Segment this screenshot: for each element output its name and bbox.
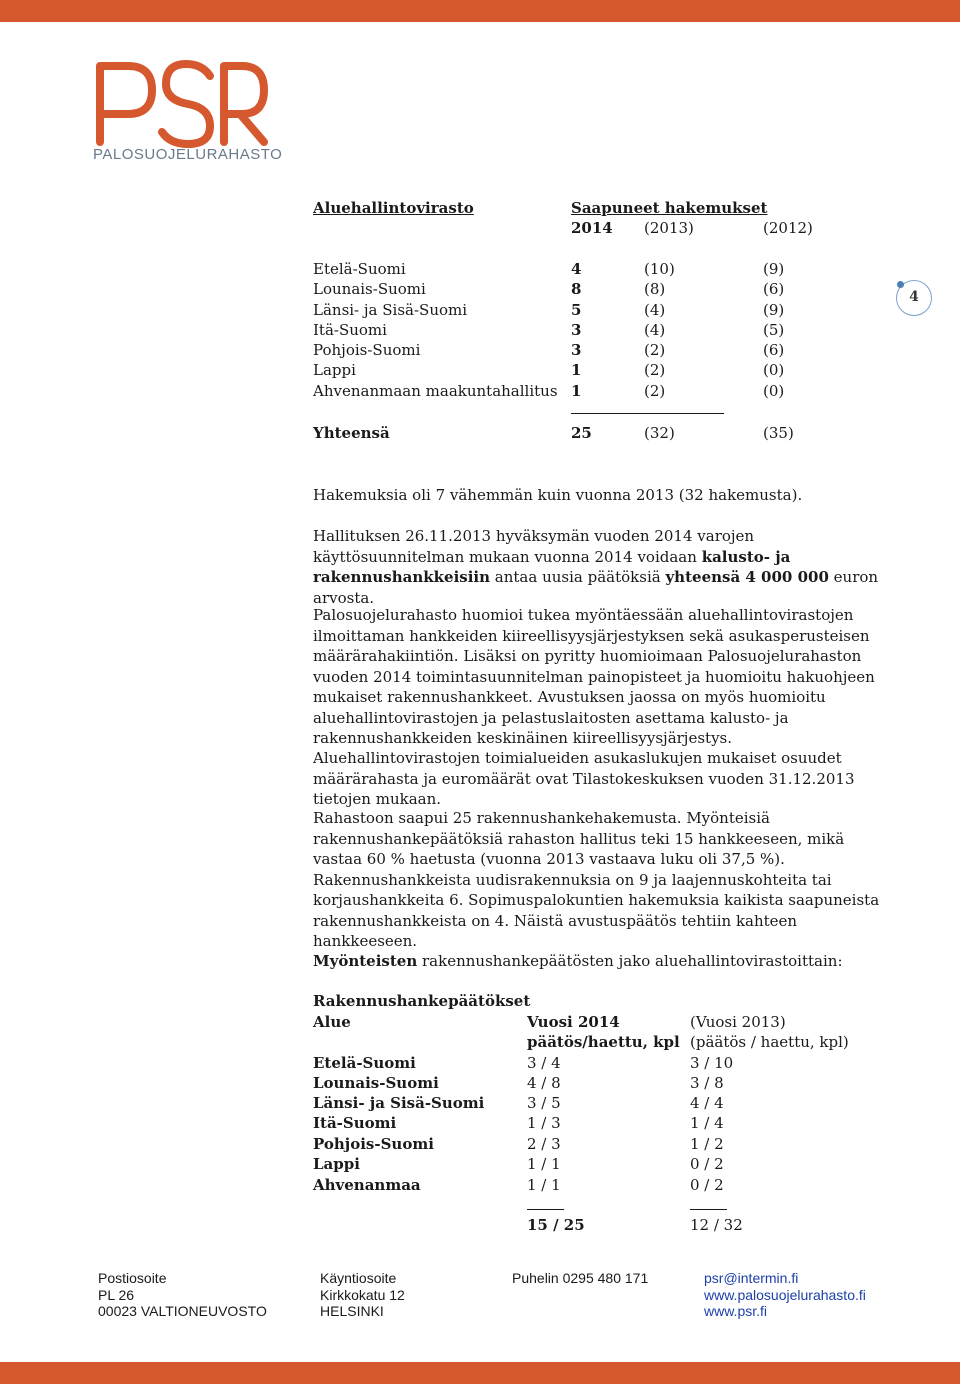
row-2013: (2)	[644, 361, 666, 379]
decisions-col-2013: (Vuosi 2013)	[690, 1013, 786, 1031]
row-2012: (5)	[763, 321, 785, 339]
footer-visit-label: Käyntiosoite	[320, 1270, 397, 1286]
row-2014: 3	[571, 341, 582, 359]
budget-text-a: Hallituksen 26.11.2013 hyväksymän vuoden 2014 varojen käyttösuunnitelman mukaan vuonna 2014 voidaan	[313, 527, 755, 566]
decisions-col-2013-sub: (päätös / haettu, kpl)	[690, 1033, 849, 1051]
footer-postal	[98, 1270, 267, 1320]
page-badge-dot	[897, 281, 904, 288]
decisions-col-2014-sub: päätös/haettu, kpl	[527, 1033, 680, 1051]
row-2014: 1	[571, 382, 582, 400]
decision-2013: 4 / 4	[690, 1094, 724, 1112]
row-2012: (0)	[763, 361, 785, 379]
decision-region: Lounais-Suomi	[313, 1074, 439, 1092]
year-2014: 2014	[571, 219, 613, 237]
decision-region: Itä-Suomi	[313, 1114, 397, 1132]
footer-visit-line1: Kirkkokatu 12	[320, 1286, 405, 1303]
decision-region: Pohjois-Suomi	[313, 1135, 434, 1153]
decision-2013: 0 / 2	[690, 1176, 724, 1194]
decision-2013: 3 / 8	[690, 1074, 724, 1092]
footer-email-link[interactable]: psr@intermin.fi	[704, 1270, 799, 1286]
row-2013: (8)	[644, 280, 666, 298]
decisions-total-2014: 15 / 25	[527, 1216, 585, 1234]
top-brand-bar	[0, 0, 960, 22]
footer-visit-line2: HELSINKI	[320, 1303, 384, 1319]
total-2012: (35)	[763, 424, 794, 442]
row-2013: (10)	[644, 260, 675, 278]
row-2013: (4)	[644, 321, 666, 339]
total-label: Yhteensä	[313, 424, 390, 442]
decisions-col-region: Alue	[313, 1013, 351, 1031]
decisions-total-rule-2014	[527, 1209, 564, 1210]
decision-2014: 3 / 4	[527, 1054, 561, 1072]
row-2013: (2)	[644, 341, 666, 359]
footer-postal-line1: PL 26	[98, 1286, 135, 1303]
row-2012: (9)	[763, 301, 785, 319]
footer-web-link-2[interactable]: www.psr.fi	[704, 1303, 768, 1319]
total-2013: (32)	[644, 424, 675, 442]
budget-text-bold-2: yhteensä 4 000 000	[665, 568, 829, 586]
row-region: Lappi	[313, 361, 356, 379]
distribution-bold: Myönteisten	[313, 952, 418, 970]
decisions-col-2014: Vuosi 2014	[527, 1013, 620, 1031]
decision-2014: 1 / 1	[527, 1176, 561, 1194]
paragraph-fewer-applications: Hakemuksia oli 7 vähemmän kuin vuonna 2013 (32 hakemusta).	[313, 486, 803, 504]
paragraph-distribution-intro	[313, 951, 891, 972]
year-2012: (2012)	[763, 219, 813, 237]
footer-phone: Puhelin 0295 480 171	[512, 1270, 649, 1286]
decision-2013: 1 / 4	[690, 1114, 724, 1132]
footer-contact	[704, 1270, 866, 1320]
decision-2014: 2 / 3	[527, 1135, 561, 1153]
header-applications: Saapuneet hakemukset	[571, 199, 768, 217]
paragraph-population: Aluehallintovirastojen toimialueiden asukaslukujen mukaiset osuudet määrärahasta ja euromäärät ovat Tilastokeskuksen vuoden 31.12.2013 tietojen mukaan.	[313, 749, 855, 808]
budget-text-e: euron arvosta.	[313, 568, 879, 607]
row-2014: 4	[571, 260, 582, 278]
row-region: Pohjois-Suomi	[313, 341, 421, 359]
footer-web-link-1[interactable]: www.palosuojelurahasto.fi	[704, 1286, 866, 1303]
row-2012: (6)	[763, 341, 785, 359]
decision-region: Etelä-Suomi	[313, 1054, 416, 1072]
decision-region: Länsi- ja Sisä-Suomi	[313, 1094, 485, 1112]
decisions-title: Rakennushankepäätökset	[313, 992, 531, 1010]
row-2014: 1	[571, 361, 582, 379]
row-2012: (0)	[763, 382, 785, 400]
row-region: Ahvenanmaan maakuntahallitus	[313, 382, 558, 400]
bottom-brand-bar	[0, 1362, 960, 1384]
paragraph-budget	[313, 526, 891, 608]
row-2014: 5	[571, 301, 582, 319]
row-2012: (9)	[763, 260, 785, 278]
year-2013: (2013)	[644, 219, 694, 237]
row-2014: 8	[571, 280, 582, 298]
row-2013: (4)	[644, 301, 666, 319]
row-2014: 3	[571, 321, 582, 339]
budget-text-bold-1: kalusto- ja rakennushankkeisiin	[313, 547, 791, 586]
decision-2014: 1 / 3	[527, 1114, 561, 1132]
decision-2014: 4 / 8	[527, 1074, 561, 1092]
decision-2013: 1 / 2	[690, 1135, 724, 1153]
total-rule	[571, 413, 724, 414]
footer-visit	[320, 1270, 405, 1320]
row-region: Länsi- ja Sisä-Suomi	[313, 301, 468, 319]
budget-text-c: antaa uusia päätöksiä	[490, 568, 666, 586]
decision-2014: 1 / 1	[527, 1155, 561, 1173]
paragraph-construction: Rahastoon saapui 25 rakennushankehakemusta. Myönteisiä rakennushankepäätöksiä rahaston hallitus teki 15 hankkeeseen, mikä vastaa 60 % haetusta (vuonna 2013 vastaava luku oli 37,5 %). Rakennushankkeista uudisrakennuksia on 9 ja laajennuskohteita tai korjaushankkeita 6. Sopimuspalokuntien hakemuksia kaikista saapuneista rakennushankkeista on 4. Näistä avustuspäätös tehtiin kahteen hankkeeseen.	[313, 809, 880, 950]
logo-subtitle: PALOSUOJELURAHASTO	[93, 146, 283, 163]
header-region: Aluehallintovirasto	[313, 199, 474, 217]
total-2014: 25	[571, 424, 592, 442]
row-region: Lounais-Suomi	[313, 280, 426, 298]
row-region: Etelä-Suomi	[313, 260, 406, 278]
footer-postal-label: Postiosoite	[98, 1270, 167, 1286]
decisions-total-rule-2013	[690, 1209, 727, 1210]
decision-region: Ahvenanmaa	[313, 1176, 421, 1194]
decision-region: Lappi	[313, 1155, 360, 1173]
decision-2014: 3 / 5	[527, 1094, 561, 1112]
paragraph-priorities: Palosuojelurahasto huomioi tukea myöntäessään aluehallintovirastojen ilmoittaman hankkeiden kiireellisyysjärjestyksen sekä asukasperusteisen määrärahakiintiön. Lisäksi on pyritty huomioimaan Palosuojelurahaston vuoden 2014 toimintasuunnitelman painopisteet ja huomioitu hakuohjeen mukaiset rakennushankkeet. Avustuksen jaossa on myös huomioitu aluehallintovirastojen ja pelastuslaitosten asettama kalusto- ja rakennushankkeiden keskinäinen kiireellisyysjärjestys.	[313, 606, 875, 747]
row-region: Itä-Suomi	[313, 321, 387, 339]
row-2013: (2)	[644, 382, 666, 400]
distribution-text: rakennushankepäätösten jako aluehallintovirastoittain:	[417, 952, 843, 970]
row-2012: (6)	[763, 280, 785, 298]
page-number-badge: 4	[896, 280, 932, 316]
decision-2013: 0 / 2	[690, 1155, 724, 1173]
decisions-total-2013: 12 / 32	[690, 1216, 743, 1234]
decision-2013: 3 / 10	[690, 1054, 734, 1072]
footer-postal-line2: 00023 VALTIONEUVOSTO	[98, 1303, 267, 1319]
